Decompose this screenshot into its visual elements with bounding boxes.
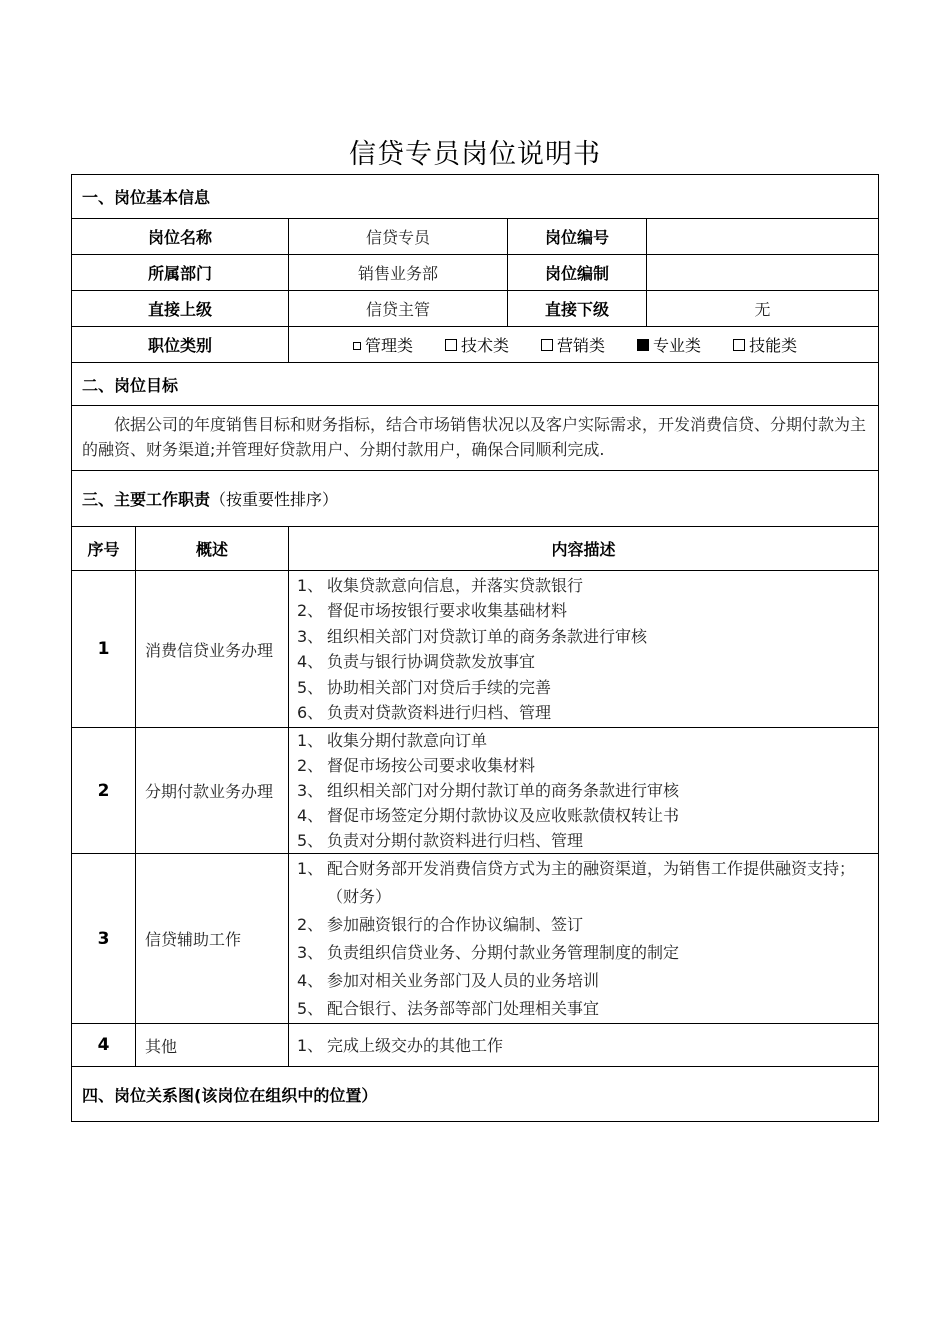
job-description-form (71, 174, 879, 1122)
value-position-code (646, 219, 878, 254)
row-desc (288, 854, 878, 1023)
checkbox-icon (445, 339, 457, 351)
row-desc (288, 728, 878, 853)
label-department: 所属部门 (147, 264, 212, 283)
table-row (72, 727, 878, 853)
list-item: 1、 配合财务部开发消费信贷方式为主的融资渠道，为销售工作提供融资支持；（财务） (297, 858, 856, 906)
list-item: 3、 组织相关部门对贷款订单的商务条款进行审核 (297, 626, 648, 646)
category-technical[interactable]: 技术类 (445, 333, 509, 356)
checkbox-checked-icon (637, 339, 649, 351)
list-item: 2、 督促市场按公司要求收集材料 (297, 756, 536, 775)
list-item: 3、 组织相关部门对分期付款订单的商务条款进行审核 (297, 781, 680, 800)
checkbox-icon (353, 342, 361, 350)
row-summary: 分期付款业务办理 (135, 728, 288, 853)
row-desc (288, 1024, 878, 1066)
category-skill[interactable]: 技能类 (733, 333, 797, 356)
header-desc: 内容描述 (288, 527, 878, 570)
list-item: 2、 督促市场按银行要求收集基础材料 (297, 601, 568, 620)
list-item: 1、 收集贷款意向信息，并落实贷款银行 (297, 575, 584, 595)
section-duties-title: 三、主要工作职责 (82, 490, 211, 509)
category-options (288, 327, 878, 362)
list-item: 4、 督促市场签定分期付款协议及应收账款债权转让书 (297, 806, 680, 825)
list-item: 5、 配合银行、法务部等部门处理相关事宜 (297, 998, 600, 1018)
row-summary: 其他 (135, 1024, 288, 1066)
list-item: 1、 完成上级交办的其他工作 (297, 1035, 504, 1055)
list-item: 6、 负责对贷款资料进行归档、管理 (297, 703, 552, 722)
list-item: 4、 负责与银行协调贷款发放事宜 (297, 652, 536, 671)
label-position-name: 岗位名称 (147, 228, 212, 247)
list-item: 4、 参加对相关业务部门及人员的业务培训 (297, 970, 600, 990)
info-row-category (72, 326, 878, 362)
value-department: 销售业务部 (288, 255, 507, 290)
label-direct-superior: 直接上级 (147, 300, 212, 319)
section-relation-title: 四、岗位关系图(该岗位在组织中的位置） (82, 1085, 378, 1105)
section-goal (72, 362, 878, 405)
category-professional[interactable]: 专业类 (637, 333, 701, 356)
list-item: 5、 协助相关部门对贷后手续的完善 (297, 677, 552, 697)
label-position-category: 职位类别 (147, 336, 212, 355)
list-item: 2、 参加融资银行的合作协议编制、签订 (297, 914, 584, 934)
row-no: 3 (97, 928, 110, 949)
header-summary: 概述 (135, 527, 288, 570)
row-desc (288, 571, 878, 727)
label-direct-subordinate: 直接下级 (507, 291, 646, 326)
row-no: 2 (97, 780, 110, 801)
label-position-code: 岗位编号 (507, 219, 646, 254)
info-row-department (72, 254, 878, 290)
checkbox-icon (733, 339, 745, 351)
info-row-name (72, 218, 878, 254)
table-row (72, 570, 878, 727)
section-duties-note: （按重要性排序） (210, 490, 339, 509)
goal-text: 依据公司的年度销售目标和财务指标，结合市场销售状况以及客户实际需求，开发消费信贷、分期付款为主的融资、财务渠道;并管理好贷款用户、分期付款用户，确保合同顺利完成. (82, 415, 867, 459)
list-item: 3、 负责组织信贷业务、分期付款业务管理制度的制定 (297, 942, 680, 962)
category-management[interactable]: 管理类 (353, 333, 413, 356)
section-basic-title: 一、岗位基本信息 (82, 188, 211, 207)
value-direct-subordinate: 无 (646, 291, 878, 326)
page-title: 信贷专员岗位说明书 (349, 139, 601, 170)
row-summary: 信贷辅助工作 (135, 854, 288, 1023)
row-summary: 消费信贷业务办理 (135, 571, 288, 727)
table-row (72, 1023, 878, 1066)
list-item: 1、 收集分期付款意向订单 (297, 731, 488, 750)
value-position-name: 信贷专员 (288, 219, 507, 254)
duties-header (72, 526, 878, 570)
value-headcount (646, 255, 878, 290)
section-basic-info (72, 175, 878, 218)
checkbox-icon (541, 339, 553, 351)
row-no: 4 (97, 1035, 110, 1055)
list-item: 5、 负责对分期付款资料进行归档、管理 (297, 831, 584, 850)
section-duties (72, 470, 878, 526)
section-relation (72, 1066, 878, 1121)
row-no: 1 (97, 639, 110, 659)
value-direct-superior: 信贷主管 (288, 291, 507, 326)
category-marketing[interactable]: 营销类 (541, 333, 605, 356)
header-no: 序号 (87, 540, 120, 559)
info-row-supervisor (72, 290, 878, 326)
goal-row (72, 405, 878, 470)
table-row (72, 853, 878, 1023)
label-headcount: 岗位编制 (507, 255, 646, 290)
section-goal-title: 二、岗位目标 (82, 375, 179, 395)
